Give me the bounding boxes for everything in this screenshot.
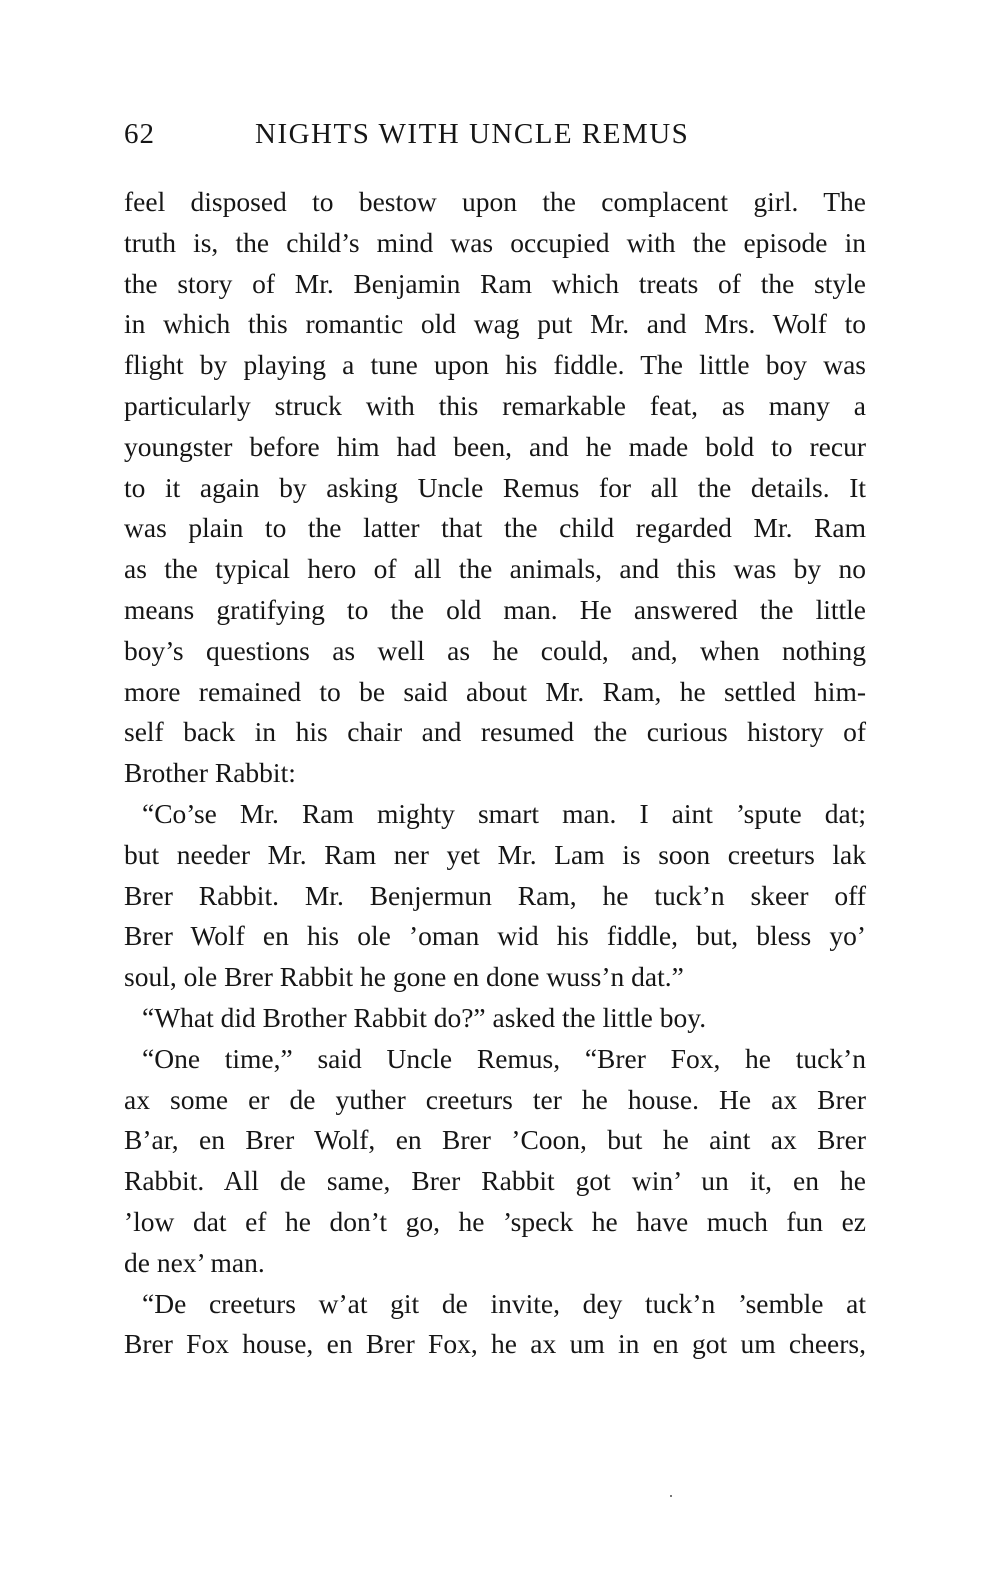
text-line: Brother Rabbit: [124,757,296,789]
text-line: was plain to the latter that the child regarded Mr. Ram [124,512,866,544]
running-head [124,118,864,162]
scan-speck [670,1495,672,1497]
text-line: B’ar, en Brer Wolf, en Brer ’Coon, but he aint ax Brer [124,1124,866,1156]
text-line: the story of Mr. Benjamin Ram which treats of the style [124,267,866,299]
body-text [124,182,866,1365]
text-line: truth is, the child’s mind was occupied with the episode in [124,226,866,258]
text-line: to it again by asking Uncle Remus for all the details. It [124,471,866,503]
text-line: ’low dat ef he don’t go, he ’speck he have much fun ez [124,1205,866,1237]
text-line: more remained to be said about Mr. Ram, he settled him- [124,675,866,707]
text-line: particularly struck with this remarkable feat, as many a [124,389,866,421]
text-line: but needer Mr. Ram ner yet Mr. Lam is soon creeturs lak [124,838,866,870]
text-line: “Co’se Mr. Ram mighty smart man. I aint ’spute dat; [142,797,866,829]
page-number: 62 [124,118,155,150]
text-line: boy’s questions as well as he could, and, when nothing [124,634,866,666]
text-line: Brer Wolf en his ole ’oman wid his fiddle, but, bless yo’ [124,920,866,952]
text-line: feel disposed to bestow upon the complacent girl. The [124,186,866,217]
text-line: “De creeturs w’at git de invite, dey tuck’n ’semble at [142,1287,866,1319]
text-line: “What did Brother Rabbit do?” asked the little boy. [142,1001,707,1033]
text-line: means gratifying to the old man. He answered the little [124,593,866,625]
text-line: soul, ole Brer Rabbit he gone en done wuss’n dat.” [124,961,684,993]
text-line: youngster before him had been, and he made bold to recur [124,430,866,462]
text-line: de nex’ man. [124,1246,265,1278]
text-line: ax some er de yuther creeturs ter he house. He ax Brer [124,1083,866,1115]
text-line: “One time,” said Uncle Remus, “Brer Fox, he tuck’n [142,1042,866,1074]
text-line: Brer Fox house, en Brer Fox, he ax um in en got um cheers, [124,1328,866,1360]
text-line: self back in his chair and resumed the curious history of [124,716,866,748]
text-line: Rabbit. All de same, Brer Rabbit got win’ un it, en he [124,1165,866,1197]
running-title: NIGHTS WITH UNCLE REMUS [255,118,690,150]
text-line: Brer Rabbit. Mr. Benjermun Ram, he tuck’n skeer off [124,879,866,911]
text-line: as the typical hero of all the animals, and this was by no [124,553,866,585]
text-line: flight by playing a tune upon his fiddle. The little boy was [124,349,866,381]
text-line: in which this romantic old wag put Mr. and Mrs. Wolf to [124,308,866,340]
